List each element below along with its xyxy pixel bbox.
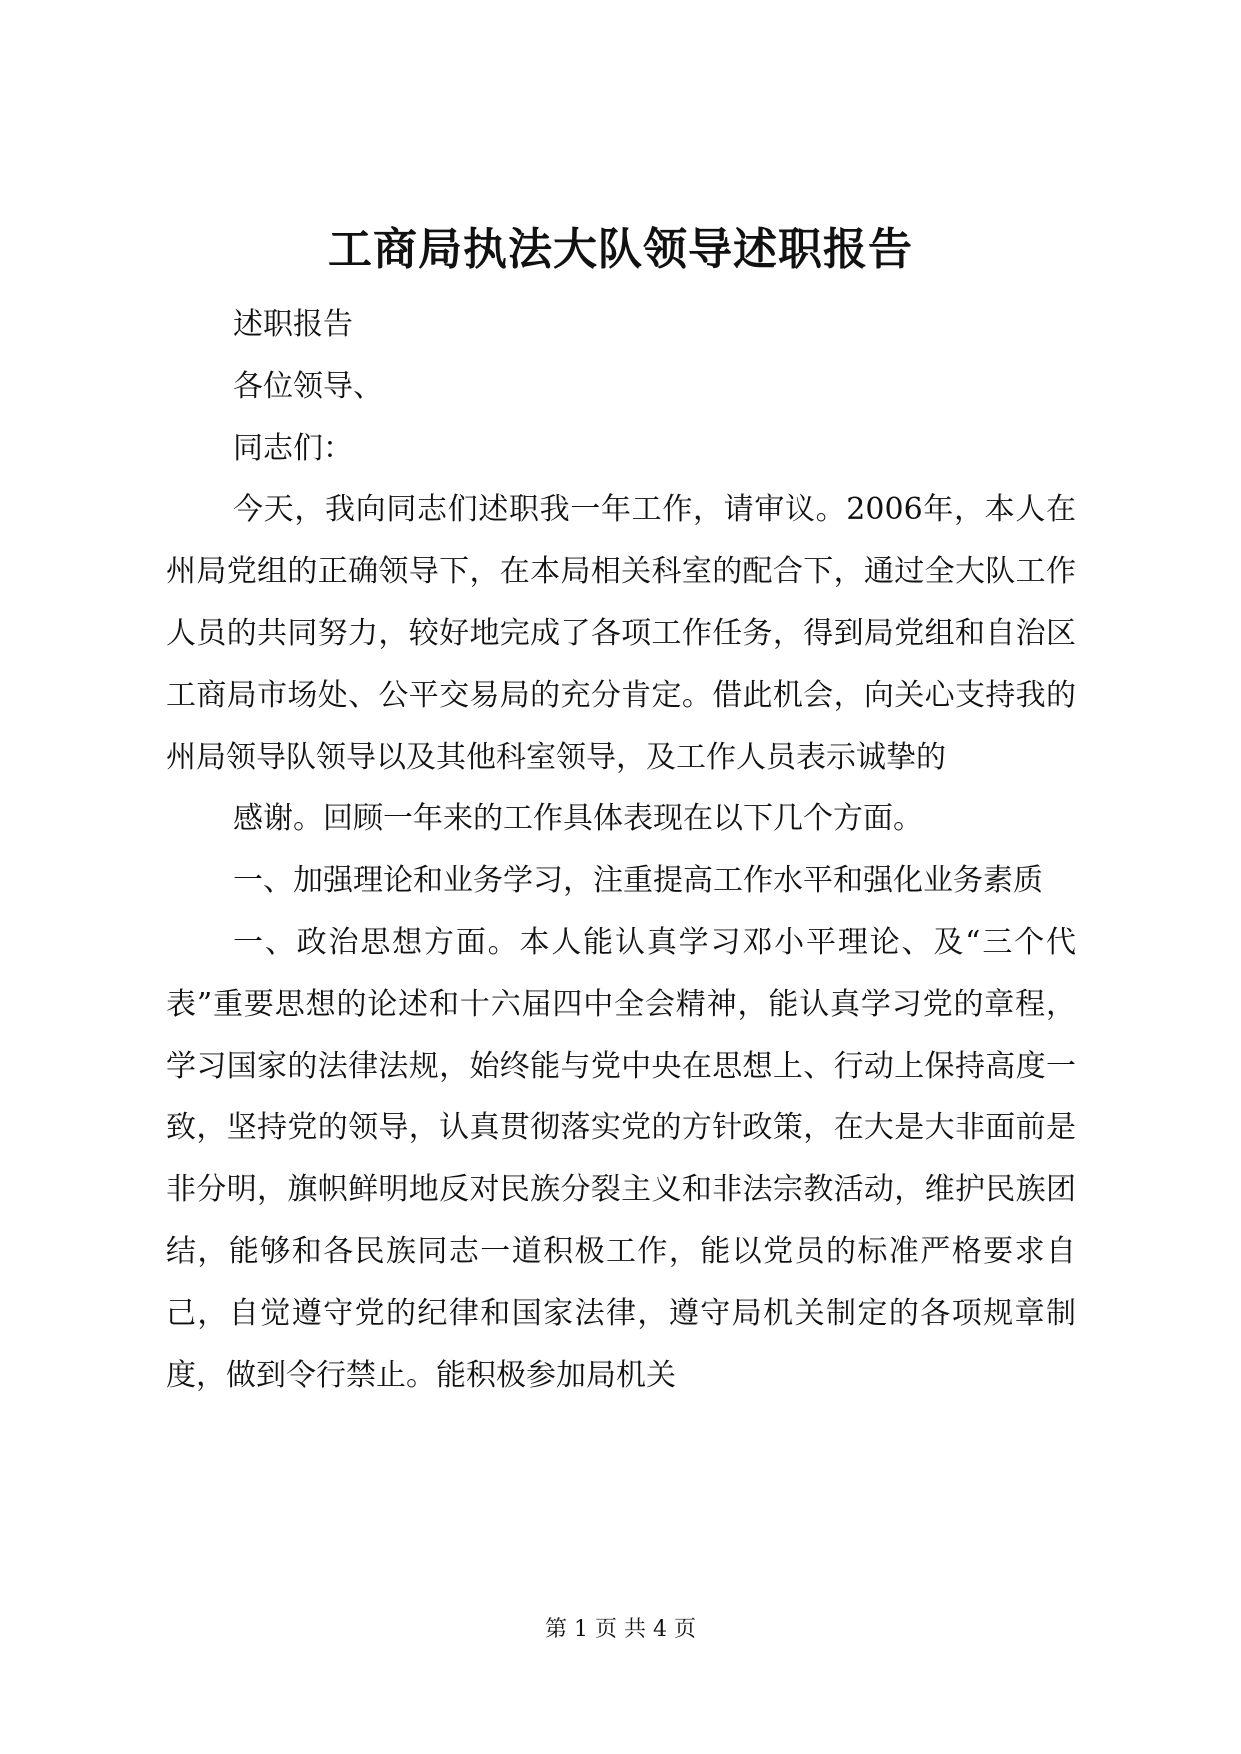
paragraph-thanks: 感谢。回顾一年来的工作具体表现在以下几个方面。: [233, 801, 923, 837]
document-body: [166, 294, 1076, 1406]
paragraph-political-thought: 一、政治思想方面。本人能认真学习邓小平理论、及“三个代表”重要思想的论述和十六届四中全会精神，能认真学习党的章程，学习国家的法律法规，始终能与党中央在思想上、行动上保持高度一致，坚持党的领导，认真贯彻落实党的方针政策，在大是大非面前是非分明，旗帜鲜明地反对民族分裂主义和非法宗教活动，维护民族团结，能够和各民族同志一道积极工作，能以党员的标准严格要求自己，自觉遵守党的纪律和国家法律，遵守局机关制定的各项规章制度，做到令行禁止。能积极参加局机关: [166, 924, 1076, 1393]
paragraph-heading: 述职报告: [233, 307, 353, 342]
paragraph-intro: 今天，我向同志们述职我一年工作，请审议。2006年，本人在州局党组的正确领导下，在本局相关科室的配合下，通过全大队工作人员的共同努力，较好地完成了各项工作任务，得到局党组和自治区工商局市场处、公平交易局的充分肯定。借此机会，向关心支持我的州局领导队领导以及其他科室领导，及工作人员表示诚挚的: [166, 492, 1076, 775]
document-title: 工商局执法大队领导述职报告: [328, 224, 913, 275]
page-footer: 第 1 页 共 4 页: [545, 1617, 696, 1642]
paragraph-salutation-comrades: 同志们：: [233, 430, 353, 466]
paragraph-section-heading: 一、加强理论和业务学习，注重提高工作水平和强化业务素质: [233, 863, 1043, 899]
paragraph-salutation-leaders: 各位领导、: [233, 368, 383, 404]
